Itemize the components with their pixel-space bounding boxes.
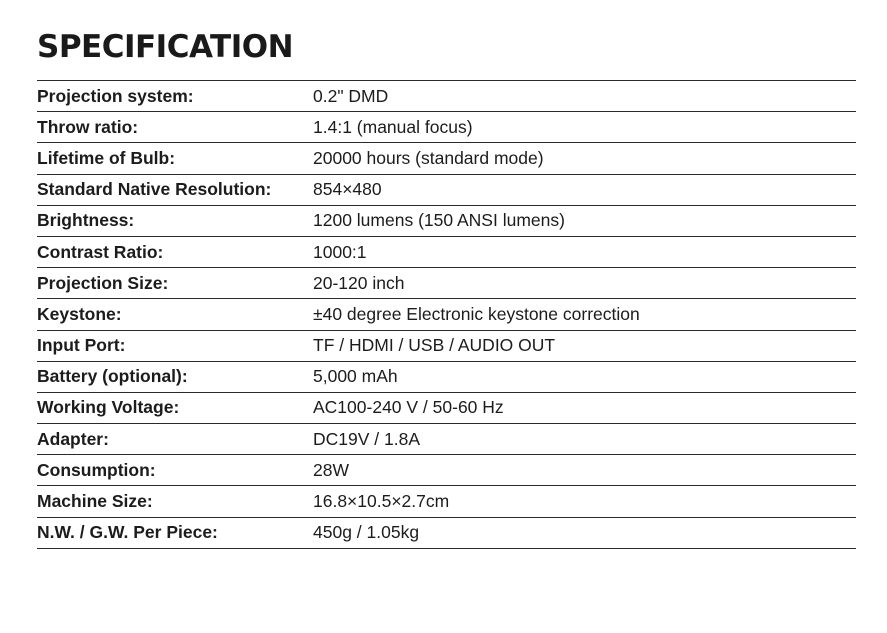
spec-label: N.W. / G.W. Per Piece: bbox=[37, 522, 218, 543]
spec-row-machine-size bbox=[37, 486, 856, 517]
spec-value: TF / HDMI / USB / AUDIO OUT bbox=[313, 335, 556, 356]
spec-row-adapter bbox=[37, 424, 856, 455]
spec-value: 20-120 inch bbox=[313, 272, 405, 293]
spec-value: 1.4:1 (manual focus) bbox=[313, 116, 473, 137]
spec-value: 20000 hours (standard mode) bbox=[313, 147, 544, 168]
spec-row-battery bbox=[37, 362, 856, 393]
spec-value: 1200 lumens (150 ANSI lumens) bbox=[313, 210, 565, 231]
spec-row-consumption bbox=[37, 455, 856, 486]
spec-label: Adapter: bbox=[37, 428, 109, 449]
spec-row-input-port bbox=[37, 331, 856, 362]
spec-value: 28W bbox=[313, 459, 349, 480]
page-title: SPECIFICATION bbox=[37, 29, 294, 65]
spec-value: AC100-240 V / 50-60 Hz bbox=[313, 397, 504, 418]
spec-table bbox=[37, 80, 856, 549]
spec-row-keystone bbox=[37, 299, 856, 330]
spec-value: 854×480 bbox=[313, 179, 382, 200]
spec-value: 450g / 1.05kg bbox=[313, 522, 420, 543]
spec-label: Contrast Ratio: bbox=[37, 241, 164, 262]
spec-label: Consumption: bbox=[37, 459, 156, 480]
spec-label: Machine Size: bbox=[37, 491, 153, 512]
spec-row-native-resolution bbox=[37, 175, 856, 206]
spec-label: Projection system: bbox=[37, 85, 194, 106]
spec-value: DC19V / 1.8A bbox=[313, 428, 420, 449]
spec-label: Keystone: bbox=[37, 303, 122, 324]
spec-value: 1000:1 bbox=[313, 241, 367, 262]
specification-sheet bbox=[37, 28, 856, 549]
spec-label: Lifetime of Bulb: bbox=[37, 147, 176, 168]
spec-row-throw-ratio bbox=[37, 112, 856, 143]
spec-label: Brightness: bbox=[37, 210, 135, 231]
spec-value: 16.8×10.5×2.7cm bbox=[313, 491, 450, 512]
spec-row-brightness bbox=[37, 206, 856, 237]
spec-label: Input Port: bbox=[37, 335, 126, 356]
spec-row-projection-system bbox=[37, 81, 856, 112]
spec-label: Working Voltage: bbox=[37, 397, 180, 418]
spec-label: Projection Size: bbox=[37, 272, 169, 293]
spec-row-projection-size bbox=[37, 268, 856, 299]
spec-value: 5,000 mAh bbox=[313, 366, 398, 387]
spec-label: Battery (optional): bbox=[37, 366, 188, 387]
spec-value: ±40 degree Electronic keystone correction bbox=[313, 303, 640, 324]
spec-label: Standard Native Resolution: bbox=[37, 179, 272, 200]
spec-value: 0.2" DMD bbox=[313, 85, 389, 106]
spec-row-contrast-ratio bbox=[37, 237, 856, 268]
spec-row-working-voltage bbox=[37, 393, 856, 424]
spec-row-lifetime-of-bulb bbox=[37, 143, 856, 174]
spec-label: Throw ratio: bbox=[37, 116, 139, 137]
spec-row-weight bbox=[37, 518, 856, 549]
